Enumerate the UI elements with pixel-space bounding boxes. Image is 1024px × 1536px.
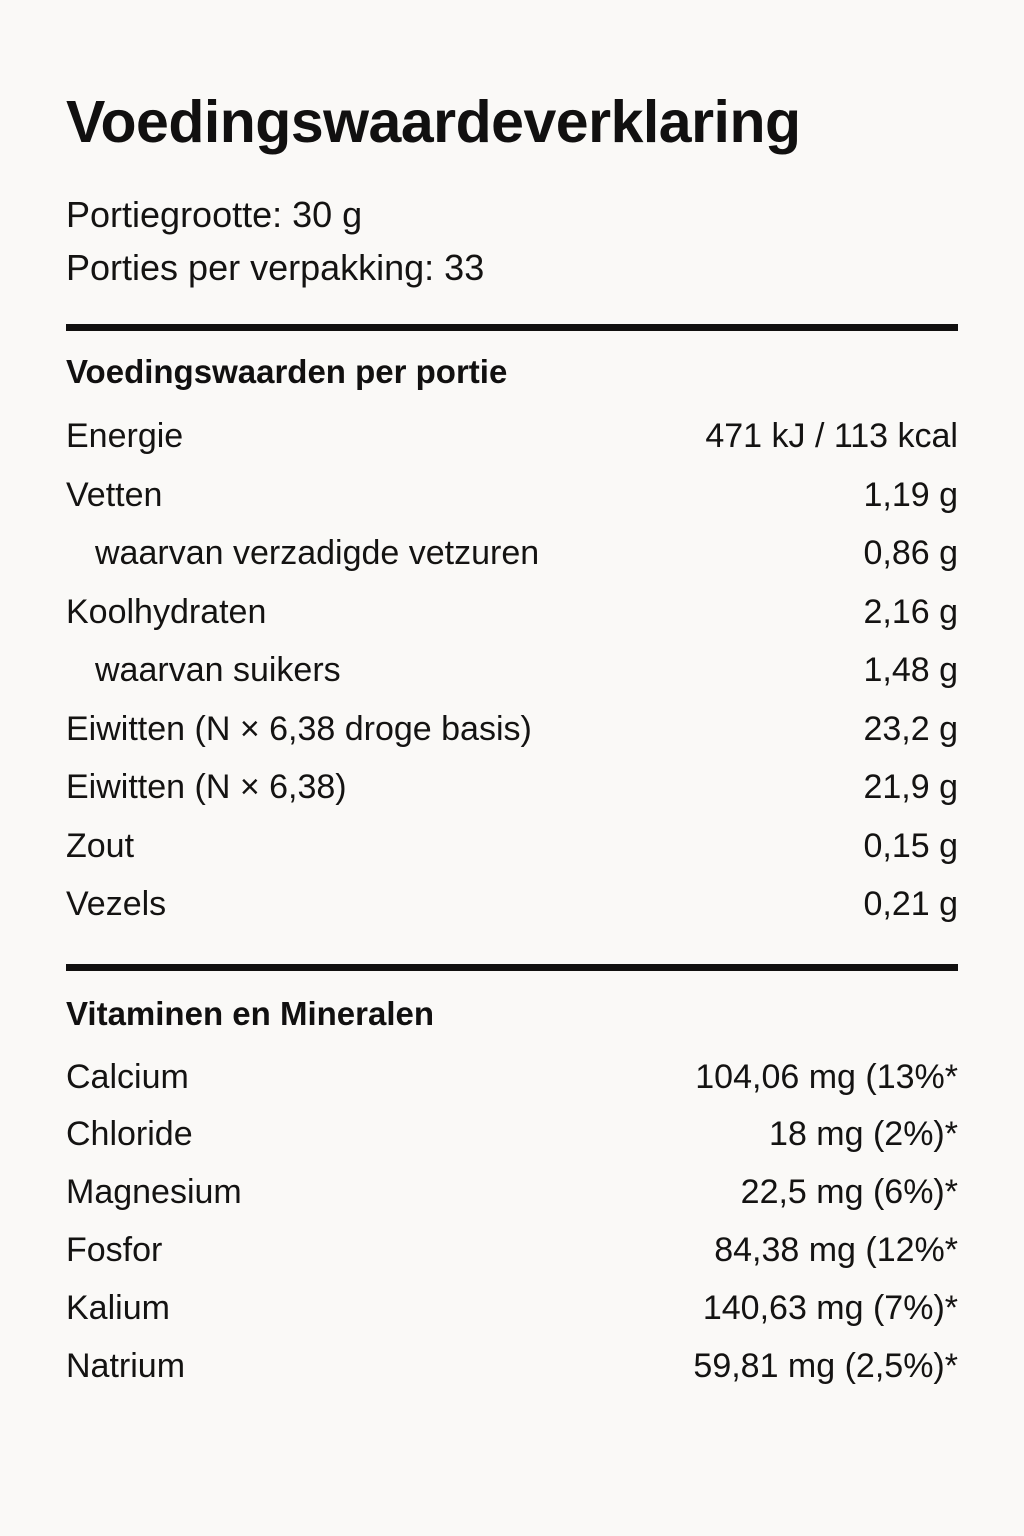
table-row (66, 700, 958, 758)
mineral-value: 84,38 mg (12%* (714, 1231, 958, 1270)
vitamins-heading: Vitaminen en Mineralen (66, 994, 434, 1032)
table-row (66, 466, 958, 524)
nutrient-name: Eiwitten (N × 6,38) (66, 768, 347, 807)
table-row (66, 1338, 958, 1396)
nutrient-value: 23,2 g (863, 709, 958, 748)
nutrient-name: waarvan verzadigde vetzuren (95, 534, 540, 573)
table-row (66, 1280, 958, 1338)
mineral-name: Calcium (66, 1057, 189, 1096)
mineral-value: 18 mg (2%)* (769, 1115, 958, 1154)
mineral-name: Chloride (66, 1115, 193, 1154)
nutrient-value: 0,86 g (863, 534, 958, 573)
table-row (66, 583, 958, 641)
vitamins-section (66, 995, 958, 1396)
nutrient-name: Eiwitten (N × 6,38 droge basis) (66, 709, 532, 748)
page-title: Voedingswaardeverklaring (66, 89, 801, 155)
serving-size: Portiegrootte: 30 g (66, 193, 363, 235)
nutrient-value: 0,21 g (863, 885, 958, 924)
nutrient-name: Koolhydraten (66, 592, 267, 631)
nutrient-name: waarvan suikers (95, 651, 341, 690)
mineral-value: 59,81 mg (2,5%)* (693, 1346, 958, 1385)
nutrient-value: 1,19 g (863, 475, 958, 514)
nutrient-value: 0,15 g (863, 826, 958, 865)
mineral-name: Fosfor (66, 1231, 163, 1270)
table-row (66, 1049, 958, 1107)
vitamins-rows (66, 1049, 958, 1396)
nutrition-section (66, 353, 958, 933)
divider-bottom (66, 964, 958, 971)
nutrition-rows (66, 407, 958, 933)
table-row (66, 1164, 958, 1222)
nutrient-value: 471 kJ / 113 kcal (705, 417, 958, 456)
nutrient-name: Energie (66, 417, 184, 456)
divider-top (66, 324, 958, 331)
mineral-name: Magnesium (66, 1173, 242, 1212)
bottom-spacer (66, 1395, 958, 1536)
table-row (66, 1106, 958, 1164)
nutrient-value: 2,16 g (863, 592, 958, 631)
table-row (66, 817, 958, 875)
nutrient-name: Vezels (66, 885, 167, 924)
nutrient-value: 21,9 g (863, 768, 958, 807)
table-row (66, 758, 958, 816)
table-row (66, 407, 958, 465)
nutrient-name: Vetten (66, 475, 163, 514)
mineral-name: Kalium (66, 1288, 170, 1327)
serving-info (66, 188, 958, 295)
nutrient-name: Zout (66, 826, 135, 865)
nutrient-value: 1,48 g (863, 651, 958, 690)
mineral-value: 104,06 mg (13%* (695, 1057, 958, 1096)
mineral-value: 22,5 mg (6%)* (740, 1173, 958, 1212)
nutrition-heading: Voedingswaarden per portie (66, 353, 508, 391)
table-row (66, 524, 958, 582)
mineral-name: Natrium (66, 1346, 186, 1385)
mineral-value: 140,63 mg (7%)* (702, 1288, 958, 1327)
servings-per-package: Porties per verpakking: 33 (66, 247, 485, 289)
table-row (66, 875, 958, 933)
table-row (66, 1222, 958, 1280)
table-row (66, 641, 958, 699)
